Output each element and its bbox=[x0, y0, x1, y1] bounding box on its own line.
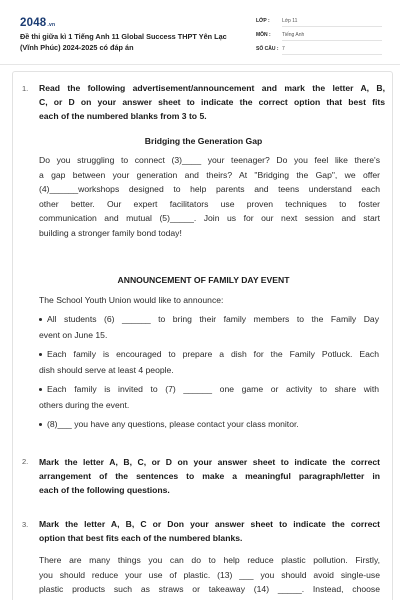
instruction-line: C, or D on your answer sheet to indicate the correct option that best fits bbox=[39, 97, 385, 107]
instruction-line: Mark the letter A, B, C, or D on your answer sheet to indicate the correct bbox=[39, 457, 380, 467]
text-line: (4)______workshops designed to help parents and teens understand each bbox=[39, 184, 380, 195]
page-header bbox=[0, 0, 400, 66]
bullet-text: (8)___ you have any questions, please contact your class monitor. bbox=[47, 419, 299, 429]
text-line: a gap between your generation and theirs? At "Bridging the Gap", we offer bbox=[39, 169, 380, 180]
announcement-title: ANNOUNCEMENT OF FAMILY DAY EVENT bbox=[117, 275, 290, 285]
meta-question-count bbox=[256, 44, 382, 56]
text-line: Do you struggling to connect (3)____ your teenager? Do you feel like there's bbox=[39, 155, 380, 165]
instruction-line: Mark the letter A, B, C or Don your answer sheet to indicate the correct bbox=[39, 519, 380, 529]
bullet-text: Each family is invited to (7) ______ one game or activity to share with bbox=[47, 384, 379, 394]
announcement-bullet bbox=[39, 312, 379, 343]
instruction-line: Read the following advertisement/announcement and mark the letter A, B, bbox=[39, 83, 385, 93]
text-line: There are many things you can do to help reduce plastic pollution. Firstly, bbox=[39, 555, 380, 565]
meta-subject-value: Tiếng Anh bbox=[282, 30, 382, 41]
meta-question-count-value: 7 bbox=[282, 44, 382, 55]
bullet-text: event on June 15. bbox=[39, 329, 108, 340]
exam-title: Đề thi giữa kì 1 Tiếng Anh 11 Global Success THPT Yên Lạc (Vĩnh Phúc) 2024-2025 có đáp án bbox=[20, 32, 227, 52]
instruction-line: arrangement of the sentences to make a meaningful paragraph/letter in bbox=[39, 471, 380, 481]
bullet-dot bbox=[39, 318, 42, 321]
text-line: building a stronger family bond today! bbox=[39, 227, 182, 238]
meta-subject bbox=[256, 30, 382, 42]
header-divider bbox=[0, 64, 400, 65]
bullet-text: Each family is encouraged to prepare a dish for the Family Potluck. Each bbox=[47, 349, 379, 359]
question-card bbox=[12, 71, 393, 600]
meta-class-value: Lớp 11 bbox=[282, 16, 382, 27]
announcement-intro: The School Youth Union would like to announce: bbox=[39, 295, 224, 305]
question-instruction bbox=[39, 517, 380, 545]
logo-text: 2048 bbox=[20, 17, 47, 29]
bullet-dot bbox=[39, 388, 42, 391]
meta-class-label: LỚP : bbox=[256, 18, 270, 24]
meta-question-count-label: SỐ CÂU : bbox=[256, 46, 279, 52]
text-line: other better. Our expert facilitators use proven techniques to foster bbox=[39, 198, 380, 209]
question-instruction bbox=[39, 455, 380, 497]
bullet-text: others during the event. bbox=[39, 399, 130, 410]
logo-suffix: .vn bbox=[47, 22, 56, 28]
instruction-line: option that best fits each of the numbered blanks. bbox=[39, 533, 243, 543]
meta-class bbox=[256, 16, 382, 28]
question-passage bbox=[39, 553, 380, 597]
question-number: 2. bbox=[22, 457, 29, 466]
bullet-dot bbox=[39, 353, 42, 356]
question-instruction bbox=[39, 81, 385, 123]
text-line: you should reduce your use of plastic. (13) ___ you should avoid single-use bbox=[39, 569, 380, 580]
instruction-line: each of the numbered blanks from 3 to 5. bbox=[39, 111, 207, 121]
announcement-bullet bbox=[39, 382, 379, 413]
announcement-bullet bbox=[39, 417, 379, 433]
text-line: plastic products such as straws or takeaway (14) _____. Instead, choose bbox=[39, 584, 380, 595]
meta-subject-label: MÔN : bbox=[256, 32, 271, 38]
question-number: 3. bbox=[22, 520, 29, 529]
question-number: 1. bbox=[22, 84, 29, 93]
advertisement-text bbox=[39, 153, 380, 241]
bullet-dot bbox=[39, 423, 42, 426]
site-logo[interactable] bbox=[20, 17, 55, 29]
instruction-line: each of the following questions. bbox=[39, 485, 170, 495]
text-line: communication and mutual (5)_____. Join us for our next session and start bbox=[39, 213, 380, 224]
advertisement-title: Bridging the Generation Gap bbox=[144, 136, 263, 146]
announcement-bullet bbox=[39, 347, 379, 378]
bullet-text: All students (6) ______ to bring their family members to the Family Day bbox=[47, 314, 379, 324]
bullet-text: dish should serve at least 4 people. bbox=[39, 364, 174, 375]
